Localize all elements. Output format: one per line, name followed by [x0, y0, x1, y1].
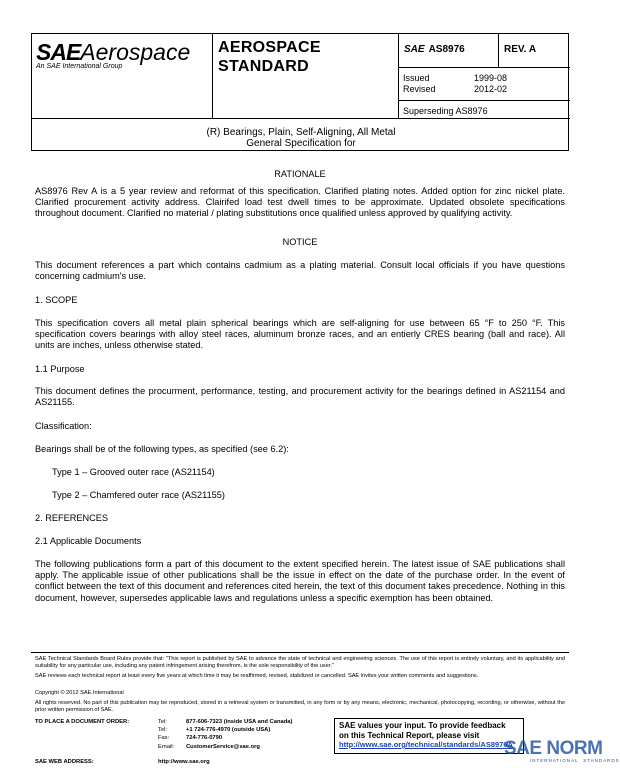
web-address-link[interactable]: http://www.sae.org: [158, 759, 210, 765]
header-rule-1: [398, 67, 570, 68]
revised-date: 2012-02: [474, 84, 508, 94]
document-number: [404, 44, 465, 55]
header-rule-3: [32, 118, 570, 119]
document-title: [32, 127, 570, 149]
purpose-text: This document defines the procurment, performance, testing, and procurement activity for the bearings defined in AS21154 and AS21155.: [35, 386, 565, 408]
feedback-line2: on this Technical Report, please visit: [339, 730, 480, 740]
order-label: TO PLACE A DOCUMENT ORDER:: [35, 719, 130, 725]
feedback-box: [334, 718, 524, 754]
watermark-subtitle: INTERNATIONAL STANDARDS: [530, 758, 620, 763]
document-title-line1: (R) Bearings, Plain, Self-Aligning, All Metal: [206, 127, 396, 138]
feedback-line1: SAE values your input. To provide feedback: [339, 721, 506, 730]
footer-review-text: SAE reviews each technical report at least every five years at which time it may be reaffirmed, revised, stabilized or cancelled. SAE invites your written comments and suggestions.: [35, 673, 479, 679]
standard-title-line1: AEROSPACE: [218, 39, 321, 56]
order-values-col: [186, 718, 292, 751]
notice-heading: NOTICE: [282, 237, 318, 247]
footer-rule: [31, 652, 569, 653]
logo-bold: SAE: [36, 39, 81, 65]
purpose-heading: 1.1 Purpose: [35, 364, 85, 374]
revised-label: Revised: [403, 84, 436, 94]
fax-value: 724-776-0790: [186, 735, 223, 742]
notice-text: This document references a part which contains cadmium as a plating material. Consult local officials if you have questions concerning cadmium's use.: [35, 260, 565, 282]
issued-label: Issued: [403, 73, 430, 83]
order-labels-col: [158, 718, 174, 751]
issued-date: 1999-08: [474, 73, 508, 83]
email-label: Email:: [158, 743, 175, 750]
applicable-text: The following publications form a part of this document to the extent specified herein. The latest issue of SAE publications shall apply. The applicable issue of other publications shall be the issue in effect on the date of the purchase order. In the event of conflict between the text of this document and references cited herein, the text of this document takes precedence. Nothing in this document, however, supersedes applicable laws and regulations unless a specific exemption has been obtained.: [35, 559, 565, 603]
document-number-value: AS8976: [428, 44, 465, 55]
references-heading: 2. REFERENCES: [35, 513, 109, 523]
rationale-heading: RATIONALE: [274, 169, 326, 179]
footer-copyright: Copyright © 2012 SAE International: [35, 690, 124, 696]
document-title-line2: General Specification for: [246, 138, 356, 149]
header-rule-2: [398, 100, 570, 101]
standard-title: [218, 38, 321, 76]
sae-mark-icon: SAE: [404, 44, 425, 55]
sae-norm-watermark: SAE NORM: [504, 738, 603, 759]
fax-label: Fax:: [158, 735, 170, 742]
header-box: [31, 33, 569, 151]
applicable-heading: 2.1 Applicable Documents: [35, 536, 142, 546]
logo-subtitle: An SAE International Group: [36, 63, 123, 70]
classification-text: Bearings shall be of the following types, as specified (see 6.2):: [35, 444, 289, 454]
tel2-value: +1 724-776-4970 (outside USA): [186, 727, 271, 734]
standard-title-line2: STANDARD: [218, 58, 309, 75]
rationale-text: AS8976 Rev A is a 5 year review and reformat of this specification. Clarified plating notes. Added option for zinc nickel plate. Clarified procurement activity address. Clairifed load test dwell times to be approximate. Updated obsolete specifications throughout document. Clarified no material / plating substitutions once qualified unless approved by qualifying activity.: [35, 186, 565, 219]
tel2-label: Tel:: [158, 727, 168, 734]
classification-heading: Classification:: [35, 421, 92, 431]
superseding-note: Superseding AS8976: [403, 106, 488, 116]
revision-label: REV. A: [504, 44, 537, 55]
web-label: SAE WEB ADDRESS:: [35, 759, 94, 765]
footer-rules-text: SAE Technical Standards Board Rules provide that: "This report is published by SAE to advance the state of technical and engineering sciences. The use of this report is entirely voluntary, and its applicability and suitability for any particular use, including any patent infringement arising therefrom, is the sole responsibility of the user.": [35, 656, 565, 669]
logo-italic: Aerospace: [80, 39, 191, 65]
email-value[interactable]: CustomerService@sae.org: [186, 743, 260, 750]
sae-aerospace-logo: [36, 40, 190, 64]
header-divider-2: [398, 34, 399, 118]
header-divider-3: [498, 34, 499, 67]
feedback-link[interactable]: http://www.sae.org/technical/standards/AS8976A: [339, 740, 513, 749]
type2-item: Type 2 – Chamfered outer race (AS21155): [52, 490, 225, 500]
scope-heading: 1. SCOPE: [35, 295, 78, 305]
tel-value: 877-606-7323 (inside USA and Canada): [186, 719, 293, 725]
tel-label: Tel:: [158, 719, 168, 725]
footer-rights-text: All rights reserved. No part of this publication may be reproduced, stored in a retrieval system or transmitted, in any form or by any means, electronic, mechanical, photocopying, recording, or otherwise, without the prior written permission of SAE.: [35, 700, 565, 713]
header-divider-1: [212, 34, 213, 118]
scope-text: This specification covers all metal plain spherical bearings which are self-aligning for use between 65 °F to 250 °F. This specification covers bearings with alloy steel races, aluminum bronze races, and an entierly CRES bearing (ball and race). All units are inches, unless otherwise stated.: [35, 318, 565, 351]
type1-item: Type 1 – Grooved outer race (AS21154): [52, 467, 215, 477]
